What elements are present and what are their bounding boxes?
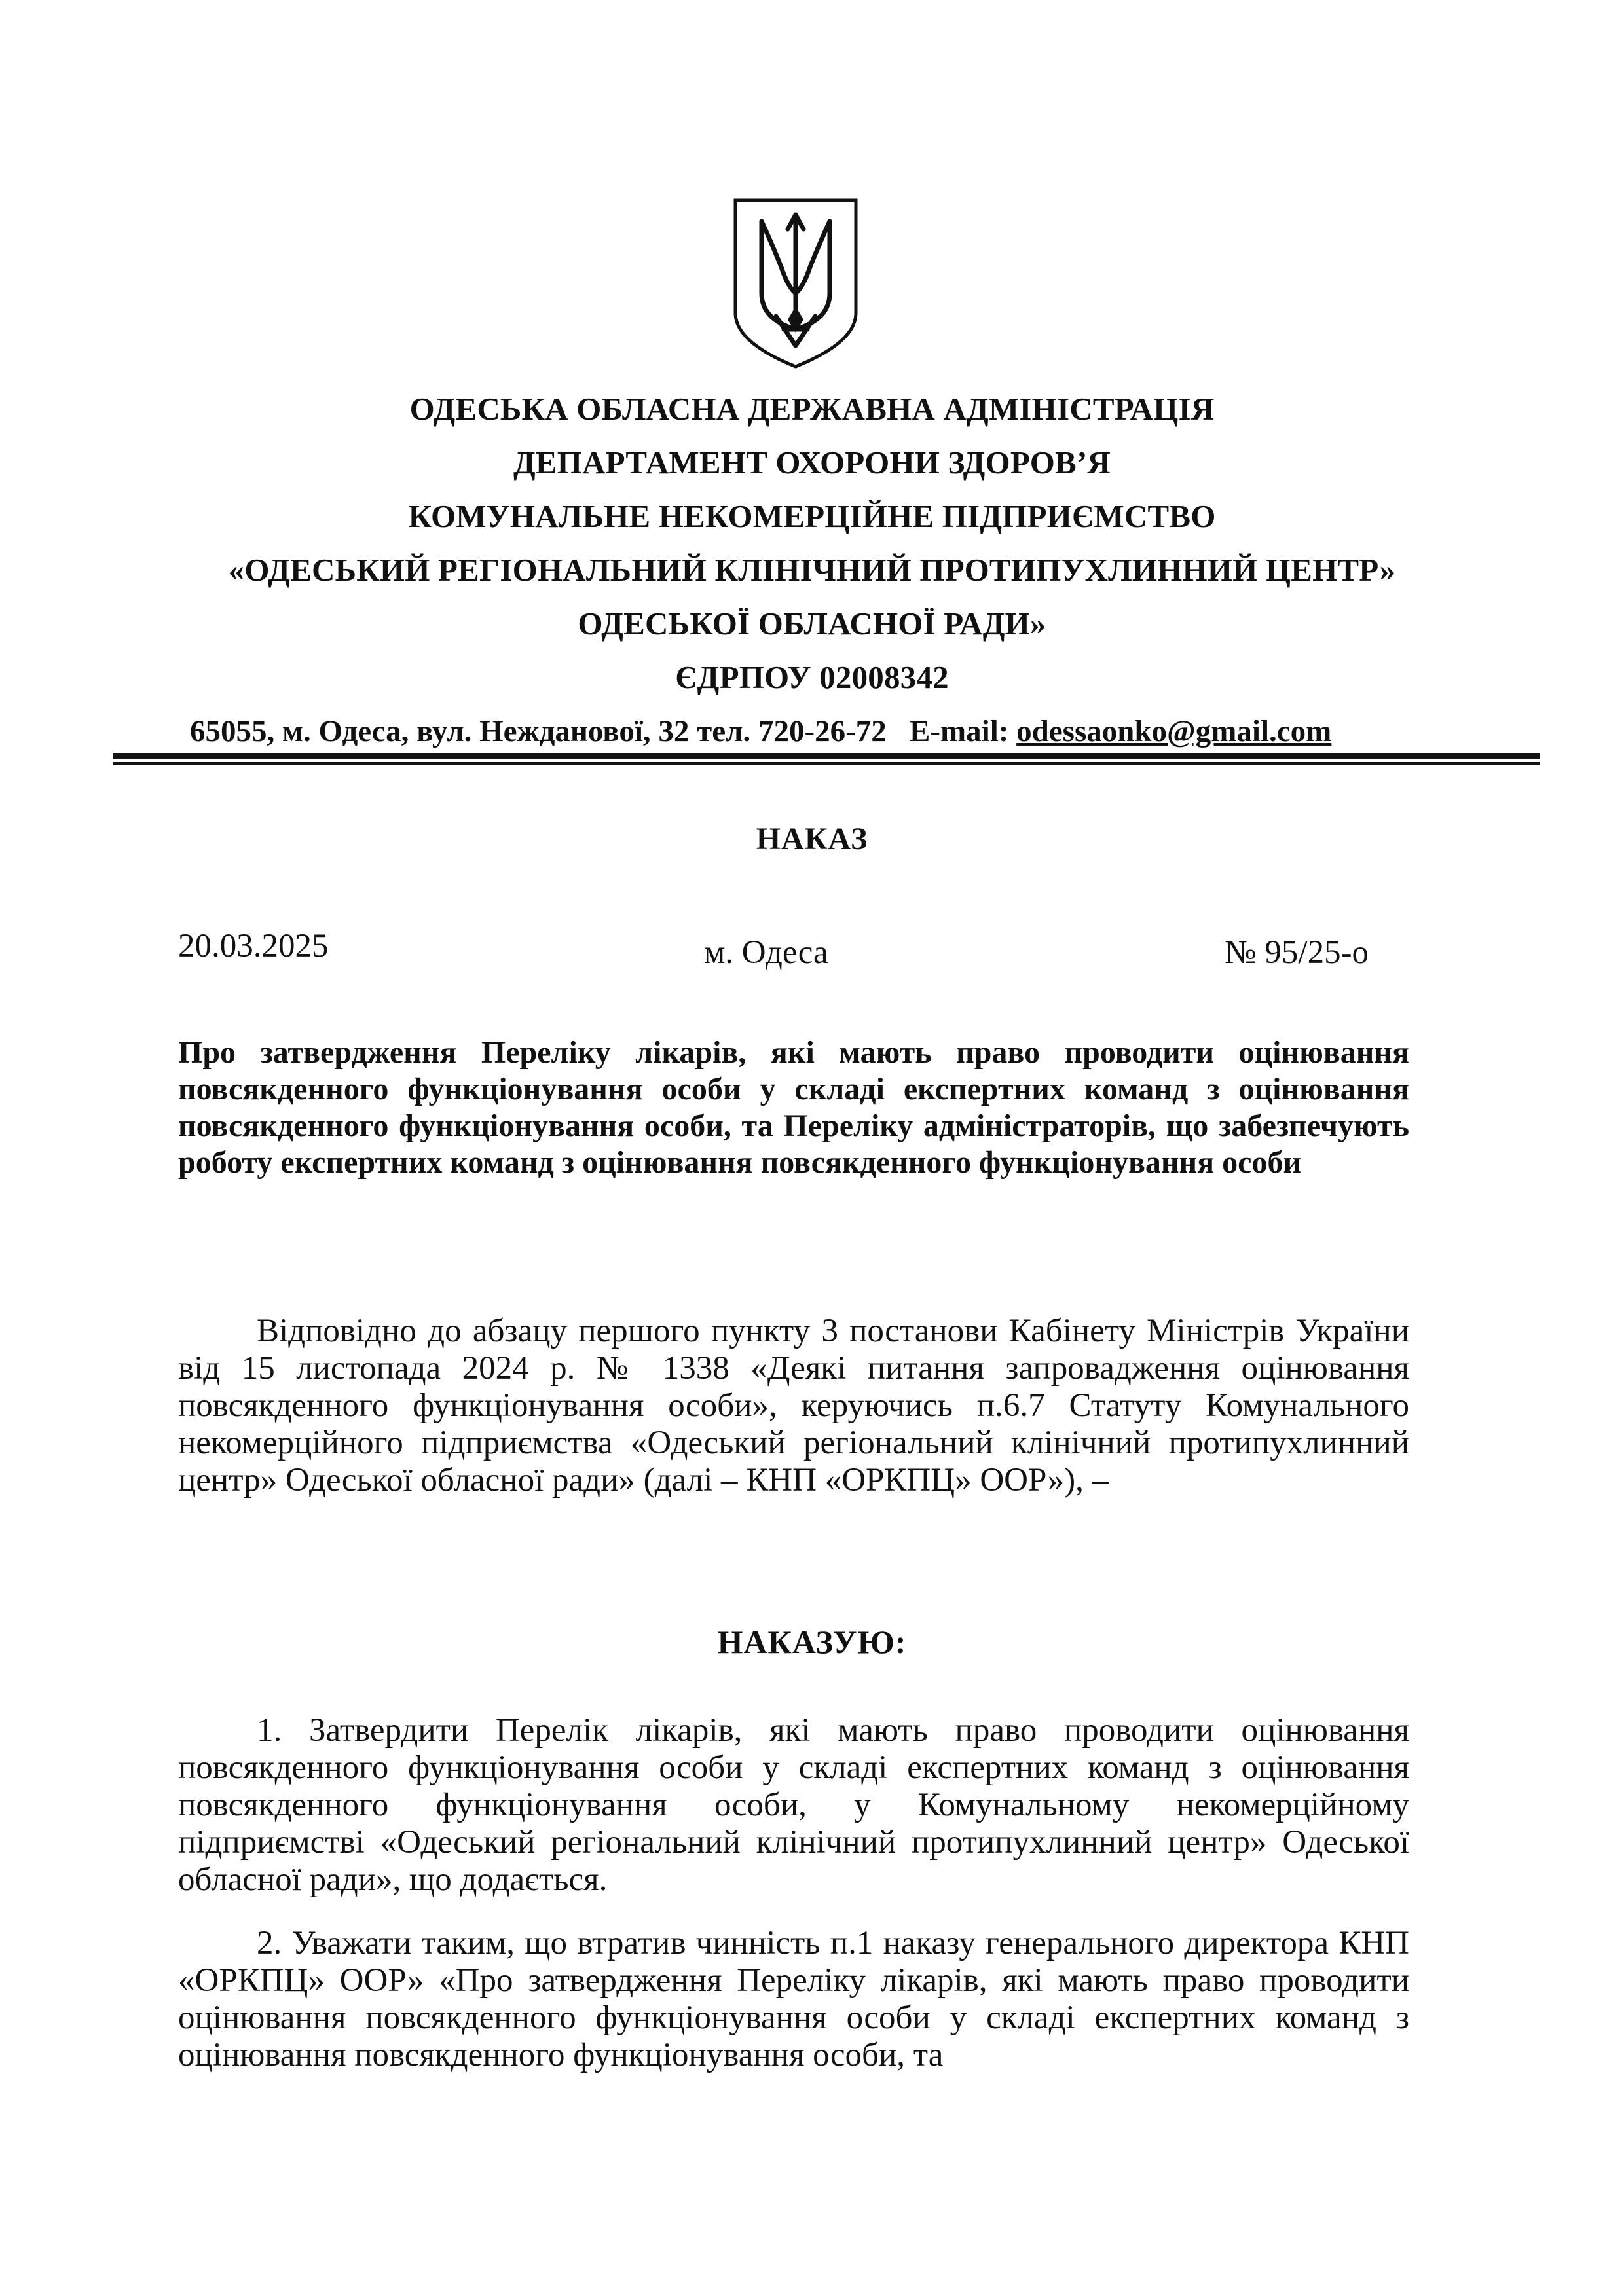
document-city: м. Одеса (704, 934, 828, 971)
header-health-department: ДЕПАРТАМЕНТ ОХОРОНИ ЗДОРОВ’Я (513, 445, 1111, 481)
order-item-1: 1. Затвердити Перелік лікарів, які мають право проводити оцінювання повсякденного функціонування особи у складі експертних команд з оцінювання повсякденного функціонування особи, у Комунальному некомерційному підприємстві «Одеський регіональний клінічний протипухлинний центр» Одеської обласної ради», що додається. (178, 1712, 1409, 1898)
header-council: ОДЕСЬКОЇ ОБЛАСНОЇ РАДИ» (578, 606, 1046, 642)
header-divider-thin (113, 762, 1540, 765)
document-subject: Про затвердження Переліку лікарів, які мають право проводити оцінювання повсякденного функціонування особи у складі експертних команд з оцінювання повсякденного функціонування особи, та Переліку адміністраторів, що забезпечують роботу експертних команд з оцінювання повсякденного функціонування особи (178, 1035, 1409, 1180)
document-title: НАКАЗ (756, 822, 868, 856)
header-address-line (190, 712, 1434, 751)
tryzub-coat-of-arms-icon (730, 195, 861, 372)
header-divider-thick (113, 753, 1540, 759)
order-heading: НАКАЗУЮ: (717, 1624, 907, 1660)
header-edrpou: ЄДРПОУ 02008342 (675, 659, 949, 695)
document-date: 20.03.2025 (178, 928, 329, 964)
header-oblast-administration: ОДЕСЬКА ОБЛАСНА ДЕРЖАВНА АДМІНІСТРАЦІЯ (409, 391, 1215, 427)
document-number: № 95/25-о (1225, 934, 1369, 971)
order-item-2: 2. Уважати таким, що втратив чинність п.1 наказу генерального директора КНП «ОРКПЦ» ООР» «Про затвердження Переліку лікарів, які мають право проводити оцінювання повсякденного функціонування особи у складі експертних команд з оцінювання повсякденного функціонування особи, та (178, 1925, 1409, 2073)
header-enterprise-type: КОМУНАЛЬНЕ НЕКОМЕРЦІЙНЕ ПІДПРИЄМСТВО (408, 498, 1216, 534)
address-text: 65055, м. Одеса, вул. Нежданової, 32 тел. 720-26-72 (190, 714, 887, 748)
header-center-name: «ОДЕСЬКИЙ РЕГІОНАЛЬНИЙ КЛІНІЧНИЙ ПРОТИПУХЛИННИЙ ЦЕНТР» (228, 552, 1396, 588)
intro-paragraph: Відповідно до абзацу першого пункту 3 постанови Кабінету Міністрів України від 15 листопада 2024 р. № 1338 «Деякі питання запровадження оцінювання повсякденного функціонування особи», керуючись п.6.7 Статуту Комунального некомерційного підприємства «Одеський регіональний клінічний протипухлинний центр» Одеської обласної ради» (далі – КНП «ОРКПЦ» ООР»), – (178, 1313, 1409, 1499)
email-link[interactable]: odessaonko@gmail.com (1016, 714, 1332, 748)
email-label: E-mail: (910, 714, 1009, 748)
